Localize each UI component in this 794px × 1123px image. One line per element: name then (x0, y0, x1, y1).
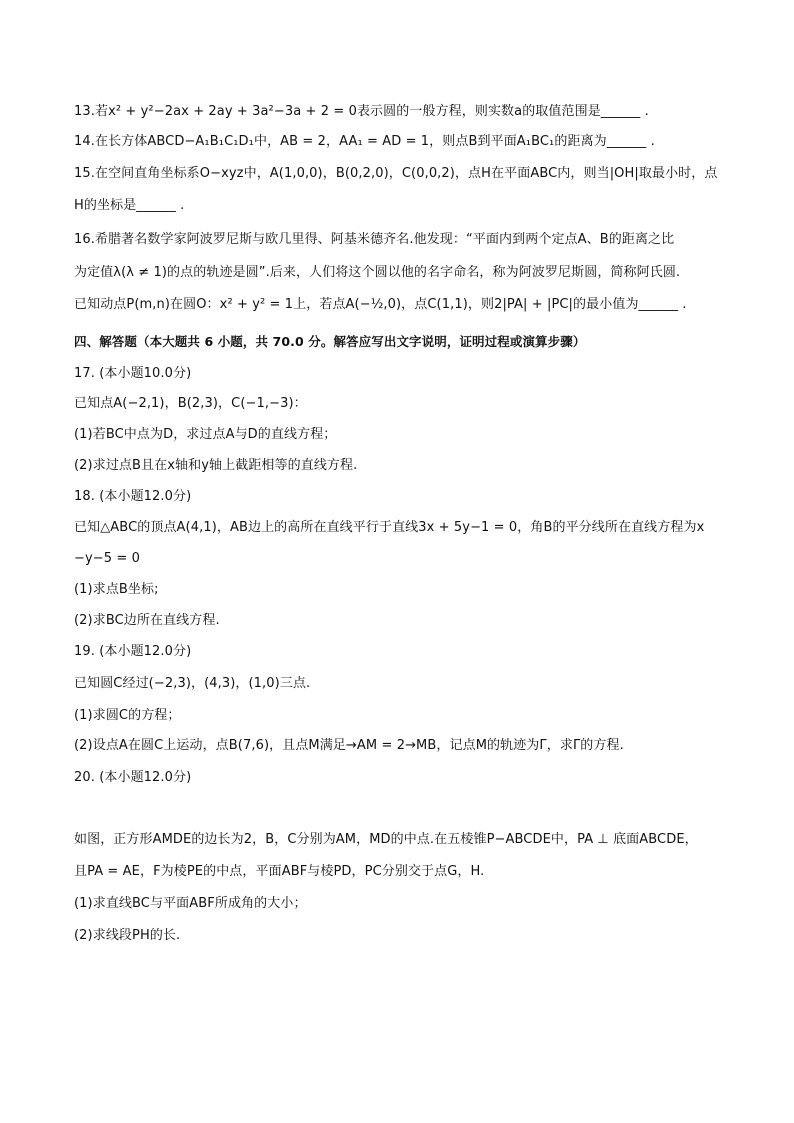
q20-header: 20. (本小题12.0分) (74, 770, 192, 785)
q19-stem: 已知圆C经过(−2,3)，(4,3)，(1,0)三点. (74, 676, 311, 691)
q17-stem: 已知点A(−2,1)，B(2,3)，C(−1,−3)： (74, 396, 307, 411)
section-4-heading: 四、解答题（本大题共 6 小题，共 70.0 分。解答应写出文字说明，证明过程或演算步骤） (74, 334, 586, 349)
q19-header: 19. (本小题12.0分) (74, 644, 192, 659)
problem-15-line-1: 15.在空间直角坐标系O−xyz中，A(1,0,0)，B(0,2,0)，C(0,0,2)，点H在平面ABC内，则当|OH|取最小时，点 (74, 166, 718, 181)
problem-16-line-1: 16.希腊著名数学家阿波罗尼斯与欧几里得、阿基米德齐名.他发现：“平面内到两个定点A、B的距离之比 (74, 232, 675, 247)
q17-header: 17. (本小题10.0分) (74, 366, 192, 381)
q20-stem-line-1: 如图，正方形AMDE的边长为2，B，C分别为AM，MD的中点.在五棱锥P−ABCDE中，PA ⊥ 底面ABCDE， (74, 832, 698, 847)
problem-14: 14.在长方体ABCD−A₁B₁C₁D₁中，AB = 2，AA₁ = AD = 1，则点B到平面A₁BC₁的距离为______ . (74, 134, 655, 149)
q19-part-2: (2)设点A在圆C上运动，点B(7,6)，且点M满足→AM = 2→MB，记点M的轨迹为Γ，求Γ的方程. (74, 738, 624, 753)
q18-part-1: (1)求点B坐标; (74, 582, 159, 597)
q18-header: 18. (本小题12.0分) (74, 489, 192, 504)
q20-part-1: (1)求直线BC与平面ABF所成角的大小； (74, 896, 307, 911)
q20-stem-line-2: 且PA = AE，F为棱PE的中点，平面ABF与棱PD，PC分别交于点G，H. (74, 864, 485, 879)
q19-part-1: (1)求圆C的方程； (74, 708, 181, 723)
q17-part-1: (1)若BC中点为D，求过点A与D的直线方程； (74, 427, 337, 442)
problem-16-line-3: 已知动点P(m,n)在圆O：x² + y² = 1上，若点A(−½,0)，点C(1,1)，则2|PA| + |PC|的最小值为______ . (74, 297, 687, 312)
q18-part-2: (2)求BC边所在直线方程. (74, 613, 220, 628)
q18-stem-line-1: 已知△ABC的顶点A(4,1)，AB边上的高所在直线平行于直线3x + 5y−1 = 0，角B的平分线所在直线方程为x (74, 520, 705, 535)
q17-part-2: (2)求过点B且在x轴和y轴上截距相等的直线方程. (74, 458, 358, 473)
q20-part-2: (2)求线段PH的长. (74, 928, 181, 943)
problem-13: 13.若x² + y²−2ax + 2ay + 3a²−3a + 2 = 0表示圆的一般方程，则实数a的取值范围是______ . (74, 104, 649, 119)
q18-stem-line-2: −y−5 = 0 (74, 551, 140, 566)
problem-16-line-2: 为定值λ(λ ≠ 1)的点的轨迹是圆”.后来，人们将这个圆以他的名字命名，称为阿波罗尼斯圆，简称阿氏圆. (74, 265, 681, 280)
problem-15-line-2: H的坐标是______ . (74, 198, 185, 213)
